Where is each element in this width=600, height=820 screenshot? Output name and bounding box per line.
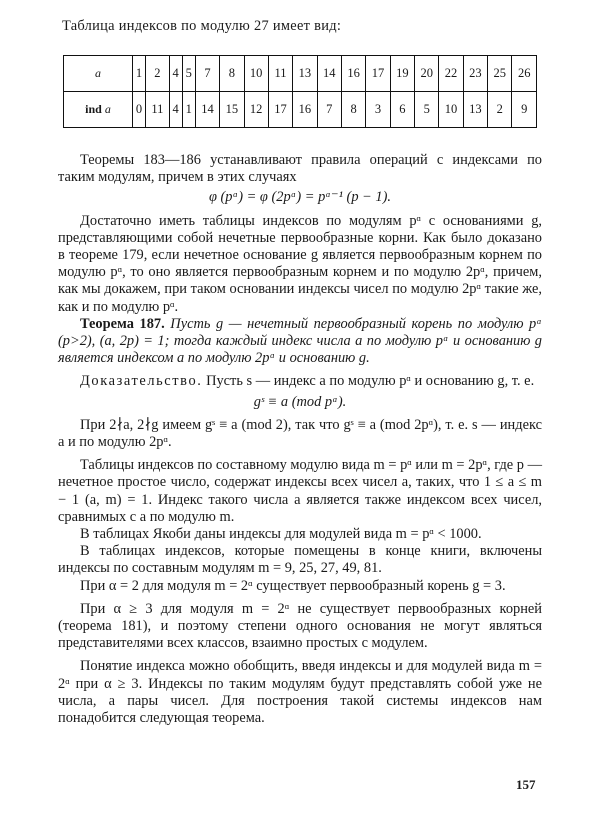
- table-intro: Таблица индексов по модулю 27 имеет вид:: [62, 18, 342, 34]
- theorem-text: Пусть g — нечетный первообразный корень по модулю pᵅ (p>2), (a, 2p) = 1; тогда каждый индекс числа a по модулю pᵅ и основанию g является индексом a по модулю 2pᵅ и основанию g.: [58, 315, 542, 367]
- cell-ind-10: 8: [341, 92, 365, 128]
- row-label-ind: [64, 92, 133, 128]
- cell-ind-6: 12: [244, 92, 268, 128]
- cell-ind-9: 7: [317, 92, 341, 128]
- cell-ind-7: 17: [268, 92, 292, 128]
- cell-ind-14: 10: [439, 92, 463, 128]
- cell-a-16: 25: [488, 56, 512, 92]
- cell-ind-15: 13: [463, 92, 487, 128]
- cell-a-5: 8: [220, 56, 244, 92]
- cell-a-17: 26: [512, 56, 537, 92]
- cell-a-7: 11: [268, 56, 292, 92]
- proof: [58, 373, 542, 390]
- cell-a-3: 5: [182, 56, 195, 92]
- cell-a-9: 14: [317, 56, 341, 92]
- cell-ind-16: 2: [488, 92, 512, 128]
- paragraph-5: В таблицах Якоби даны индексы для модулей вида m = pᵅ < 1000.: [80, 526, 482, 543]
- cell-ind-0: 0: [133, 92, 146, 128]
- cell-a-10: 16: [341, 56, 365, 92]
- cell-ind-8: 16: [293, 92, 317, 128]
- proof-text: Пусть s — индекс a по модулю pᵅ и основанию g, т. е.: [206, 373, 535, 390]
- cell-a-0: 1: [133, 56, 146, 92]
- cell-a-2: 4: [169, 56, 182, 92]
- proof-label: Доказательство.: [80, 373, 203, 390]
- formula-congruence: gˢ ≡ a (mod pᵅ).: [253, 393, 347, 410]
- cell-a-12: 19: [390, 56, 414, 92]
- paragraph-9: Понятие индекса можно обобщить, введя индексы и для модулей вида m = 2ᵅ при α ≥ 3. Индексы по таким модулям будут представлять собой уже не числа, а пары чисел. Для построения такой системы индексов нам понадобится следующая теорема.: [58, 658, 542, 727]
- table-row-a: [64, 56, 537, 92]
- body-text: [58, 152, 542, 727]
- cell-ind-1: 11: [146, 92, 170, 128]
- theorem-187: [58, 316, 542, 368]
- cell-a-15: 23: [463, 56, 487, 92]
- row-label-ind-var: a: [104, 102, 111, 116]
- page-number: 157: [516, 777, 536, 792]
- cell-a-4: 7: [195, 56, 219, 92]
- formula-euler-phi: φ (pᵅ) = φ (2pᵅ) = pᵅ⁻¹ (p − 1).: [208, 189, 392, 206]
- cell-a-1: 2: [146, 56, 170, 92]
- paragraph-2: Достаточно иметь таблицы индексов по модулям pᵅ с основаниями g, представляющими собой нечетные первообразные корни. Как было доказано в теореме 179, если нечетное основание g является первообразным корнем по модулю pᵅ, то оно является первообразным корнем и по модулю 2pᵅ, причем, как мы докажем, при таком основании индексы чисел по модулю 2pᵅ такие же, как и по модулю pᵅ.: [58, 212, 542, 315]
- paragraph-8: При α ≥ 3 для модуля m = 2ᵅ не существует первообразных корней (теорема 181), и поэтому степени одного основания не могут являться представителями всех классов, взаимно простых с модулем.: [58, 600, 542, 652]
- cell-ind-2: 4: [169, 92, 182, 128]
- row-label-ind-prefix: ind: [85, 102, 102, 116]
- paragraph-4: Таблицы индексов по составному модулю вида m = pᵅ или m = 2pᵅ, где p — нечетное простое число, содержат индексы всех чисел a, таких, что 1 ≤ a ≤ m − 1 (a, m) = 1. Индекс такого числа a является также индексом всех чисел, сравнимых с a по модулю m.: [58, 457, 542, 525]
- cell-ind-13: 5: [415, 92, 439, 128]
- cell-a-6: 10: [244, 56, 268, 92]
- cell-a-11: 17: [366, 56, 390, 92]
- cell-a-8: 13: [293, 56, 317, 92]
- cell-ind-11: 3: [366, 92, 390, 128]
- cell-ind-17: 9: [512, 92, 537, 128]
- paragraph-1: Теоремы 183—186 устанавливают правила операций с индексами по таким модулям, причем в этих случаях: [58, 152, 542, 186]
- cell-a-14: 22: [439, 56, 463, 92]
- theorem-label: Теорема 187.: [80, 315, 165, 332]
- table-row-ind: [64, 92, 537, 128]
- index-table: [63, 55, 537, 128]
- paragraph-7: При α = 2 для модуля m = 2ᵅ существует первообразный корень g = 3.: [80, 577, 506, 594]
- cell-ind-5: 15: [220, 92, 244, 128]
- paragraph-3: При 2∤a, 2∤g имеем gˢ ≡ a (mod 2), так что gˢ ≡ a (mod 2pᵅ), т. е. s — индекс a и по модулю 2pᵅ.: [58, 416, 542, 451]
- paragraph-6: В таблицах индексов, которые помещены в конце книги, включены индексы по составным модулям m = 9, 25, 27, 49, 81.: [58, 543, 542, 577]
- cell-ind-12: 6: [390, 92, 414, 128]
- row-label-a: a: [64, 56, 133, 92]
- cell-ind-3: 1: [182, 92, 195, 128]
- cell-ind-4: 14: [195, 92, 219, 128]
- cell-a-13: 20: [415, 56, 439, 92]
